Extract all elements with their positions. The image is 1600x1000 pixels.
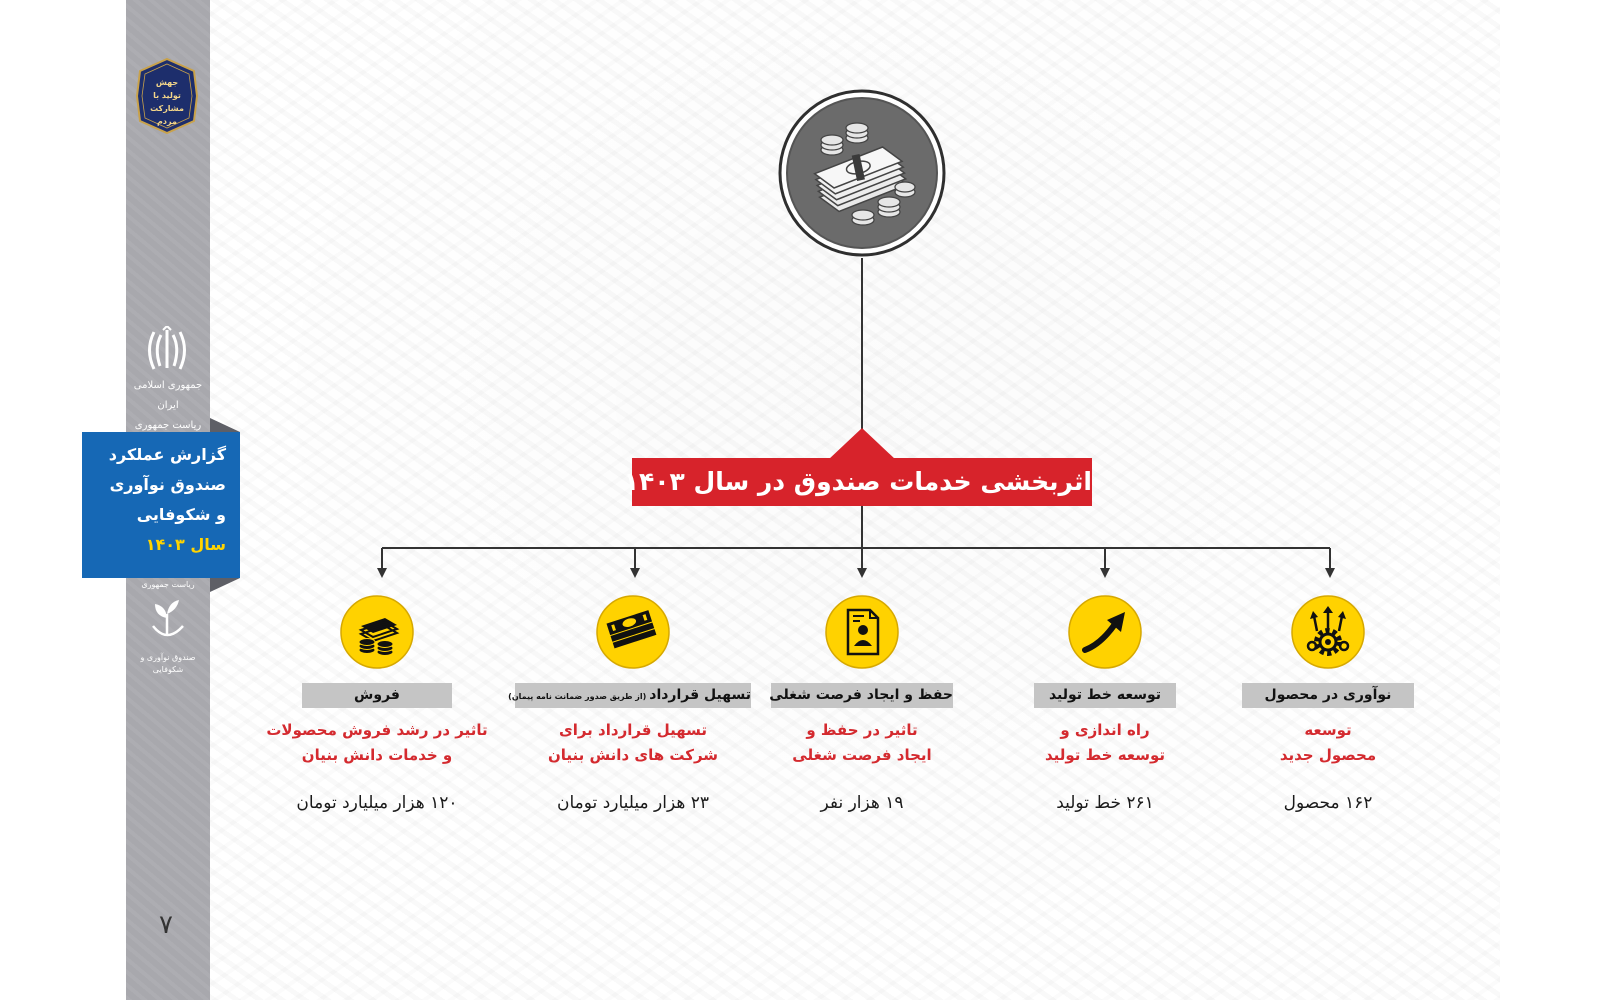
branch-label: نوآوری در محصول xyxy=(1242,683,1414,708)
branch-label xyxy=(508,683,751,708)
page-number: ۷ xyxy=(159,910,173,940)
branch-description-line-2: توسعه خط تولید xyxy=(1044,746,1166,764)
branch-description-line-1: تاثیر در رشد فروش محصولات xyxy=(266,721,488,739)
cash-coins-icon xyxy=(339,594,415,670)
fund-logo-bottom-text: صندوق نوآوری و شکوفایی xyxy=(140,653,196,674)
branch-description xyxy=(727,718,997,768)
report-year: سال ۱۴۰۳ xyxy=(145,535,226,554)
branch-job-creation xyxy=(727,594,997,816)
badge-text: جهش تولید با مشارکت مردم xyxy=(150,78,184,126)
branch-product-innovation xyxy=(1193,594,1463,816)
emblem-line-1: جمهوری اسلامی ایران xyxy=(133,380,203,411)
branch-value: ۲۳ هزار میلیارد تومان xyxy=(557,793,709,813)
report-title-line-2: صندوق نوآوری xyxy=(109,475,226,494)
branch-label: توسعه خط تولید xyxy=(1034,683,1176,708)
growth-arrow-icon xyxy=(1067,594,1143,670)
branch-value: ۱۲۰ هزار میلیارد تومان xyxy=(296,793,458,813)
branch-label-note: (از طریق صدور ضمانت نامه پیمان) xyxy=(508,692,647,701)
branch-label: حفظ و ایجاد فرصت شغلی xyxy=(771,683,953,708)
innovation-gears-icon xyxy=(1290,594,1366,670)
diagram-title-banner: اثربخشی خدمات صندوق در سال ۱۴۰۳ xyxy=(632,458,1092,506)
branch-description-line-2: شرکت های دانش بنیان xyxy=(547,746,719,764)
branch-value: ۱۹ هزار نفر xyxy=(820,793,904,813)
branch-arrow-3 xyxy=(857,548,867,578)
branch-description-line-1: توسعه xyxy=(1304,721,1352,739)
branch-arrow-2 xyxy=(630,548,640,578)
cash-stack-icon xyxy=(595,594,671,670)
branch-description xyxy=(242,718,512,768)
branch-value: ۲۶۱ خط تولید xyxy=(1056,793,1154,813)
branch-description-line-1: تسهیل قرارداد برای xyxy=(558,721,708,739)
branch-description-line-2: محصول جدید xyxy=(1279,746,1377,764)
branch-arrow-5 xyxy=(1325,548,1335,578)
branch-description-line-1: راه اندازی و xyxy=(1060,721,1150,739)
money-coins-icon xyxy=(777,88,947,258)
branch-label-text: تسهیل قرارداد xyxy=(649,687,751,703)
branch-description-line-2: و خدمات دانش بنیان xyxy=(301,746,453,764)
branch-description-line-2: ایجاد فرصت شغلی xyxy=(792,746,932,764)
branch-arrow-4 xyxy=(1100,548,1110,578)
branch-arrow-1 xyxy=(377,548,387,578)
emblem-line-2: ریاست جمهوری xyxy=(134,420,202,431)
fund-logo-top-text: ریاست جمهوری xyxy=(141,580,195,589)
branch-label: فروش xyxy=(302,683,452,708)
branch-sales xyxy=(242,594,512,816)
branch-description xyxy=(1193,718,1463,768)
branch-value: ۱۶۲ محصول xyxy=(1283,793,1373,813)
report-title-line-1: گزارش عملکرد xyxy=(108,445,226,464)
banner-pointer-triangle xyxy=(828,428,896,460)
branch-description-line-1: تاثیر در حفظ و xyxy=(806,721,918,739)
report-title-line-3: و شکوفایی xyxy=(136,505,226,524)
job-document-icon xyxy=(824,594,900,670)
